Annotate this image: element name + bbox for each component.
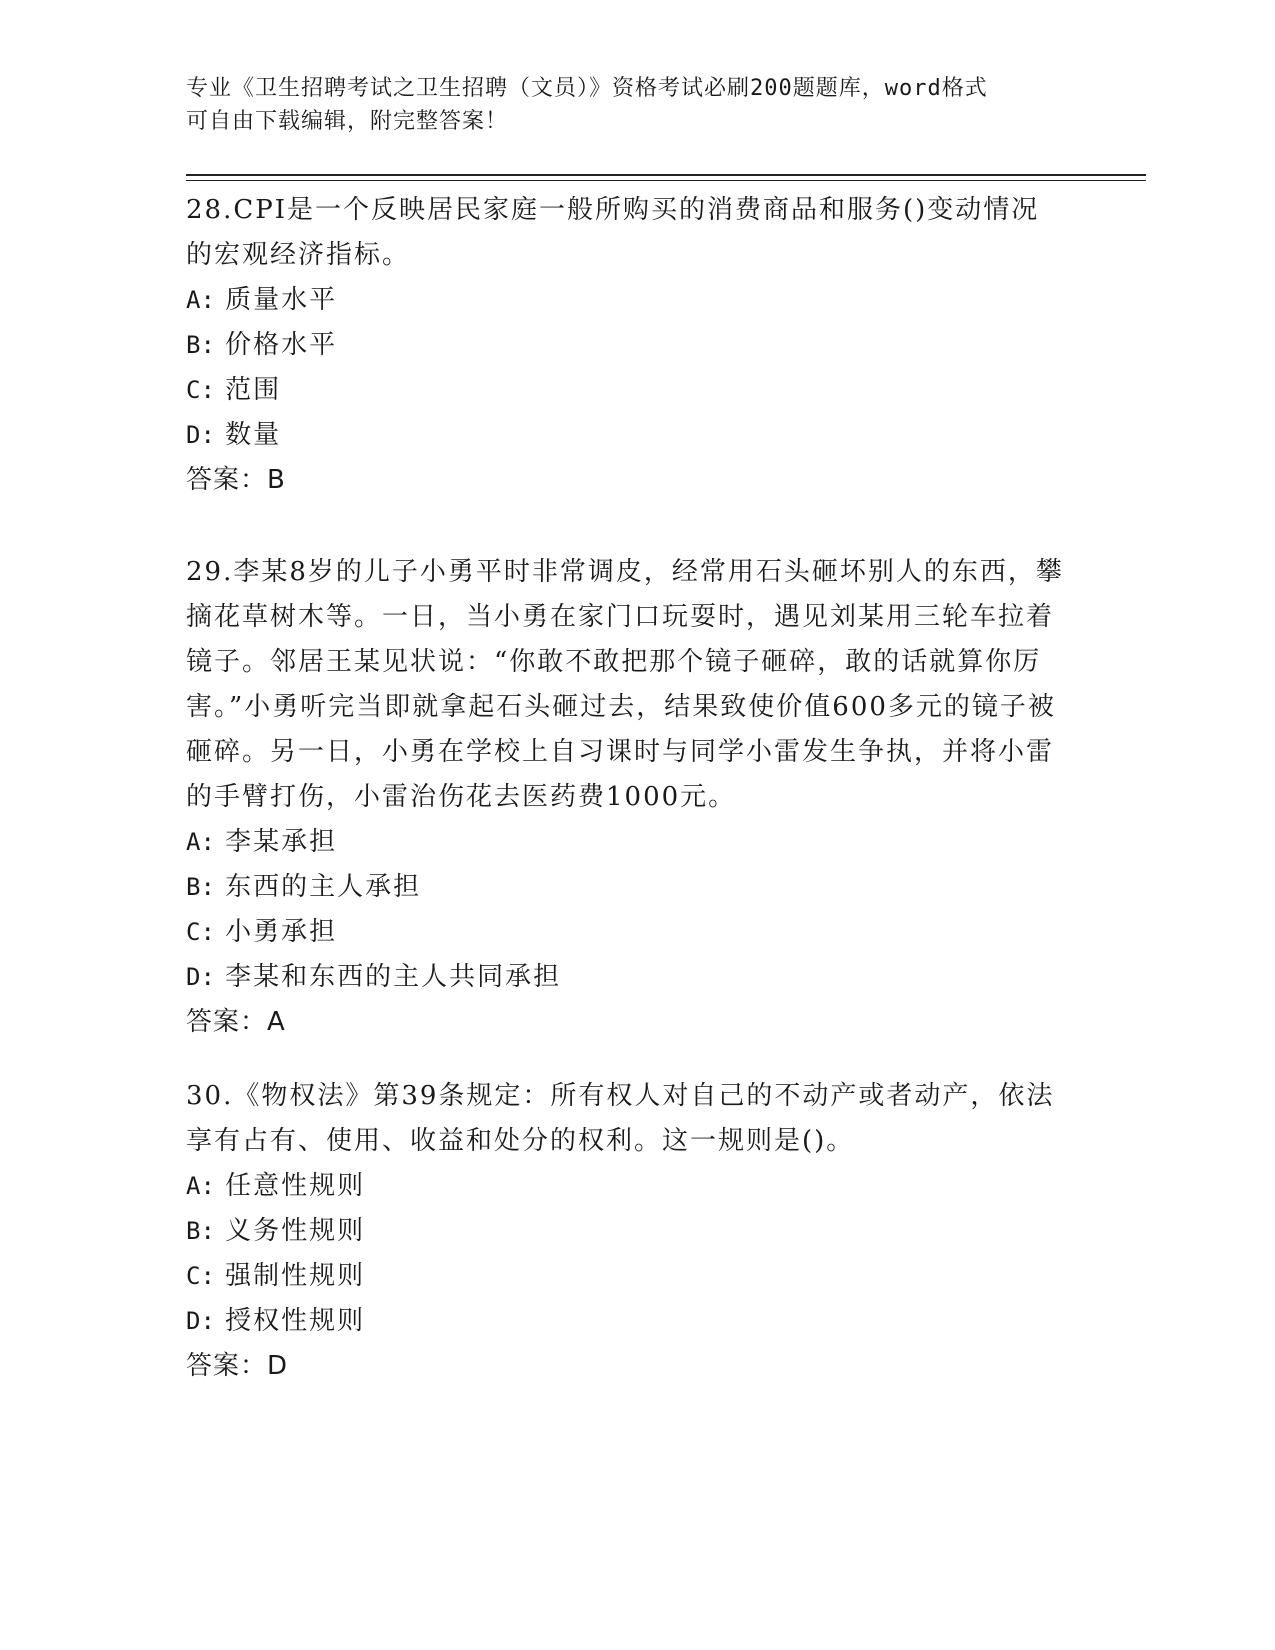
option-letter: C: (186, 1262, 215, 1290)
question-text: 30.《物权法》第39条规定：所有权人对自己的不动产或者动产，依法享有占有、使用、收益和处分的权利。这一规则是()。 (186, 1081, 1055, 1156)
option-text: 李某和东西的主人共同承担 (225, 962, 562, 992)
header-line-1: 专业《卫生招聘考试之卫生招聘（文员）》资格考试必刷200题题库，word格式 (186, 76, 988, 101)
option-a (186, 278, 1066, 323)
question-28 (186, 188, 1066, 503)
question-text: 29.李某8岁的儿子小勇平时非常调皮，经常用石头砸坏别人的东西，攀摘花草树木等。一日，当小勇在家门口玩耍时，遇见刘某用三轮车拉着镜子。邻居王某见状说：“你敢不敢把那个镜子砸碎，敢的话就算你厉害。”小勇听完当即就拿起石头砸过去，结果致使价值600多元的镜子被砸碎。另一日，小勇在学校上自习课时与同学小雷发生争执，并将小雷的手臂打伤，小雷治伤花去医药费1000元。 (186, 557, 1064, 812)
option-a (186, 1164, 1066, 1209)
option-d (186, 1299, 1066, 1344)
option-text: 数量 (225, 420, 282, 450)
header-divider-thin (186, 180, 1146, 181)
option-letter: B: (186, 331, 215, 359)
answer-line: 答案：D (186, 1351, 289, 1381)
option-b (186, 1209, 1066, 1254)
option-letter: D: (186, 963, 215, 991)
option-text: 义务性规则 (225, 1216, 366, 1246)
option-text: 东西的主人承担 (225, 872, 422, 902)
option-a (186, 820, 1066, 865)
option-c (186, 910, 1066, 955)
option-letter: C: (186, 918, 215, 946)
option-text: 任意性规则 (225, 1171, 366, 1201)
header-divider-thick (186, 174, 1146, 176)
option-d (186, 413, 1066, 458)
option-text: 小勇承担 (225, 917, 338, 947)
option-letter: A: (186, 286, 215, 314)
option-b (186, 865, 1066, 910)
option-text: 强制性规则 (225, 1261, 366, 1291)
option-letter: A: (186, 828, 215, 856)
answer-line: 答案：A (186, 1007, 286, 1037)
option-text: 李某承担 (225, 827, 338, 857)
option-letter: B: (186, 1217, 215, 1245)
question-29 (186, 550, 1066, 1045)
header-line-2: 可自由下载编辑，附完整答案！ (186, 109, 509, 134)
question-text: 28.CPI是一个反映居民家庭一般所购买的消费商品和服务()变动情况的宏观经济指标。 (186, 195, 1040, 270)
option-c (186, 1254, 1066, 1299)
option-letter: C: (186, 376, 215, 404)
question-30 (186, 1074, 1066, 1389)
option-letter: B: (186, 873, 215, 901)
option-letter: A: (186, 1172, 215, 1200)
option-text: 价格水平 (225, 330, 338, 360)
option-letter: D: (186, 1307, 215, 1335)
option-text: 范围 (225, 375, 282, 405)
option-d (186, 955, 1066, 1000)
option-text: 质量水平 (225, 285, 338, 315)
option-b (186, 323, 1066, 368)
option-text: 授权性规则 (225, 1306, 366, 1336)
option-c (186, 368, 1066, 413)
answer-line: 答案：B (186, 465, 286, 495)
document-header (186, 72, 1066, 138)
option-letter: D: (186, 421, 215, 449)
